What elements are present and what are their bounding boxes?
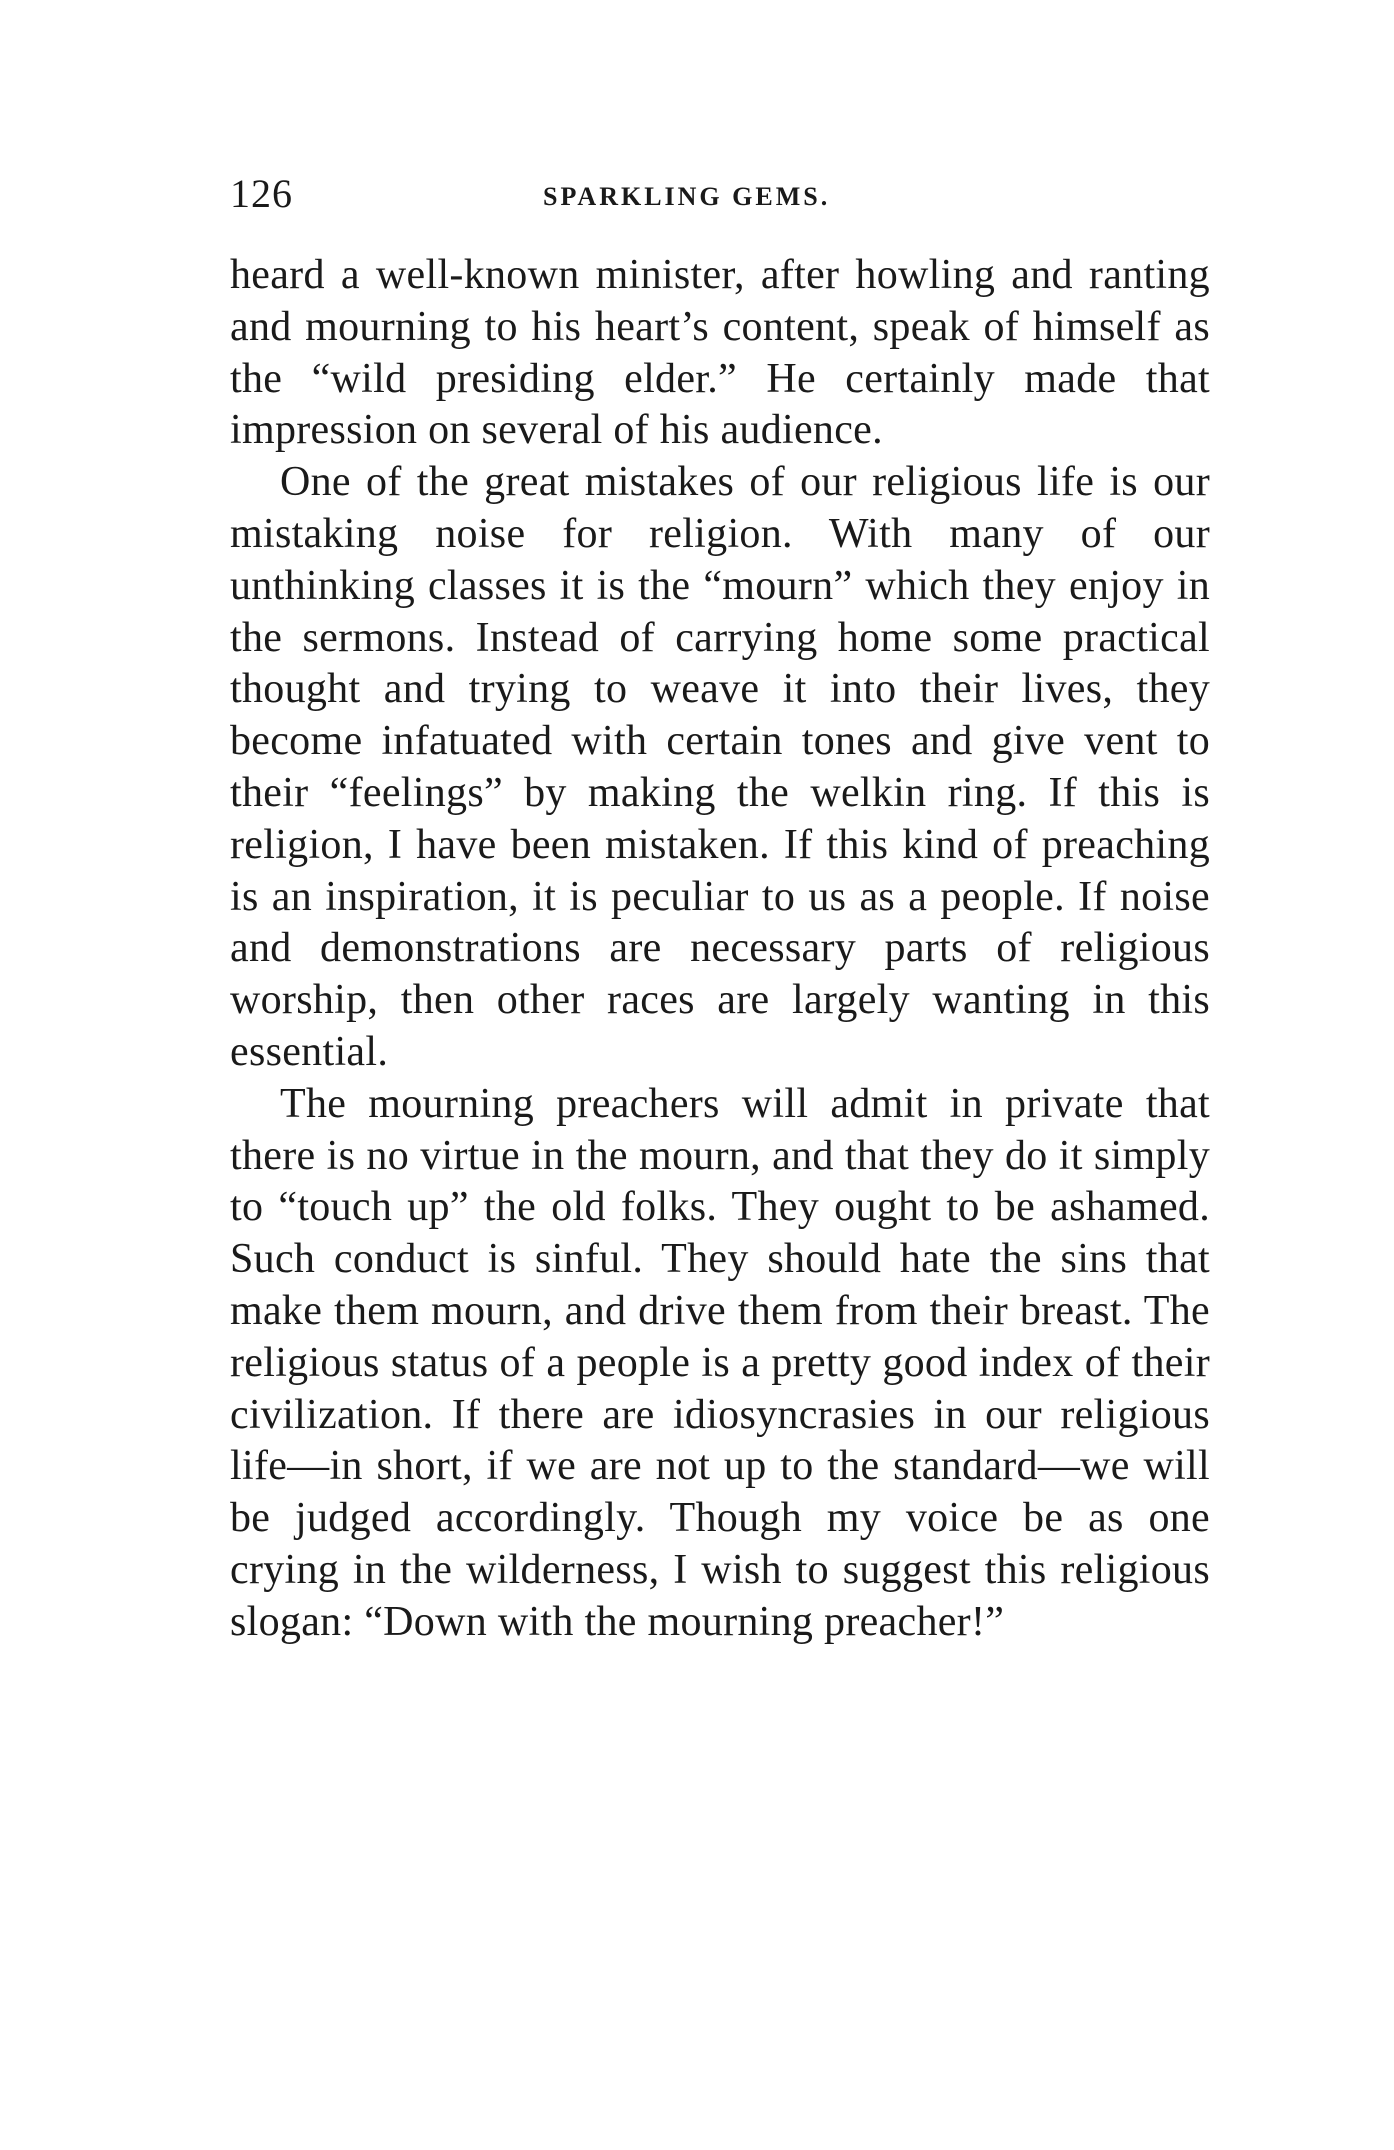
page-number: 126 xyxy=(230,171,293,216)
body-text xyxy=(230,250,1210,1649)
paragraph-continued: heard a well-known minister, after howling and ranting and mourning to his heart’s content, speak of himself as the “wild presiding elder.” He certainly made that impression on several of his audience. xyxy=(230,252,1210,454)
running-head xyxy=(230,170,1210,220)
paragraph-noise-religion: One of the great mistakes of our religious life is our mistaking noise for religion. With many of our unthinking classes it is the “mourn” which they enjoy in the sermons. Instead of carrying home some practical thought and trying to weave it into their lives, they become infatuated with certain tones and give vent to their “feelings” by making the welkin ring. If this is religion, I have been mistaken. If this kind of preaching is an inspiration, it is peculiar to us as a people. If noise and demonstrations are necessary parts of religious worship, then other races are largely wanting in this essential. xyxy=(230,459,1210,1075)
running-title: SPARKLING GEMS. xyxy=(543,182,831,211)
paragraph-mourning-preachers: The mourning preachers will admit in private that there is no virtue in the mourn, and that they do it simply to “touch up” the old folks. They ought to be ashamed. Such conduct is sinful. They should hate the sins that make them mourn, and drive them from their breast. The religious status of a people is a pretty good index of their civilization. If there are idiosyncrasies in our religious life—in short, if we are not up to the standard—we will be judged accordingly. Though my voice be as one crying in the wilderness, I wish to suggest this religious slogan: “Down with the mourning preacher!” xyxy=(230,1080,1210,1645)
